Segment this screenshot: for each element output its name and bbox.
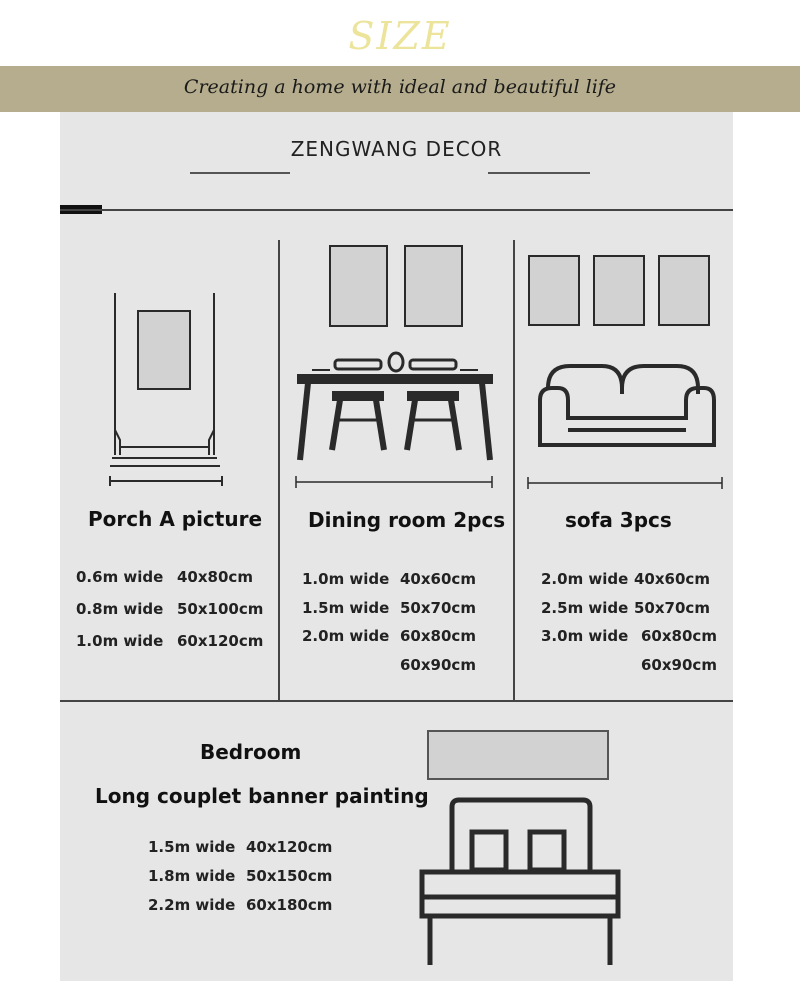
- porch-spec-row: 0.8m wide 50x100cm: [76, 600, 264, 618]
- sofa-title: sofa 3pcs: [565, 508, 672, 532]
- bedroom-subtitle: Long couplet banner painting: [95, 784, 429, 808]
- porch-spec-row: 1.0m wide 60x120cm: [76, 632, 264, 650]
- dining-spec-row: 1.0m wide 40x60cm: [302, 570, 476, 588]
- bedroom-spec-row: 1.8m wide 50x150cm: [148, 867, 333, 885]
- bedroom-spec-row: 1.5m wide 40x120cm: [148, 838, 333, 856]
- sofa-spec-row: 2.0m wide 40x60cm: [541, 570, 710, 588]
- porch-title: Porch A picture: [88, 507, 263, 531]
- bedroom-title: Bedroom: [200, 740, 302, 764]
- porch-spec-row: 0.6m wide 40x80cm: [76, 568, 253, 586]
- dining-illustration: [296, 246, 492, 488]
- brand-name: ZENGWANG DECOR: [290, 137, 503, 161]
- bedroom-spec-row: 2.2m wide 60x180cm: [148, 896, 333, 914]
- sofa-spec-row: 60x90cm: [641, 656, 717, 674]
- bed-illustration: [422, 731, 618, 965]
- sofa-illustration: [528, 256, 722, 489]
- tagline-text: Creating a home with ideal and beautiful life: [183, 76, 617, 98]
- dining-spec-row: 60x90cm: [400, 656, 476, 674]
- sofa-spec-row: 2.5m wide 50x70cm: [541, 599, 710, 617]
- sofa-spec-row: 3.0m wide 60x80cm: [541, 627, 717, 645]
- dining-spec-row: 1.5m wide 50x70cm: [302, 599, 476, 617]
- porch-illustration: [110, 293, 222, 486]
- size-title: SIZE: [348, 14, 452, 58]
- dining-title: Dining room 2pcs: [308, 508, 506, 532]
- dining-spec-row: 2.0m wide 60x80cm: [302, 627, 476, 645]
